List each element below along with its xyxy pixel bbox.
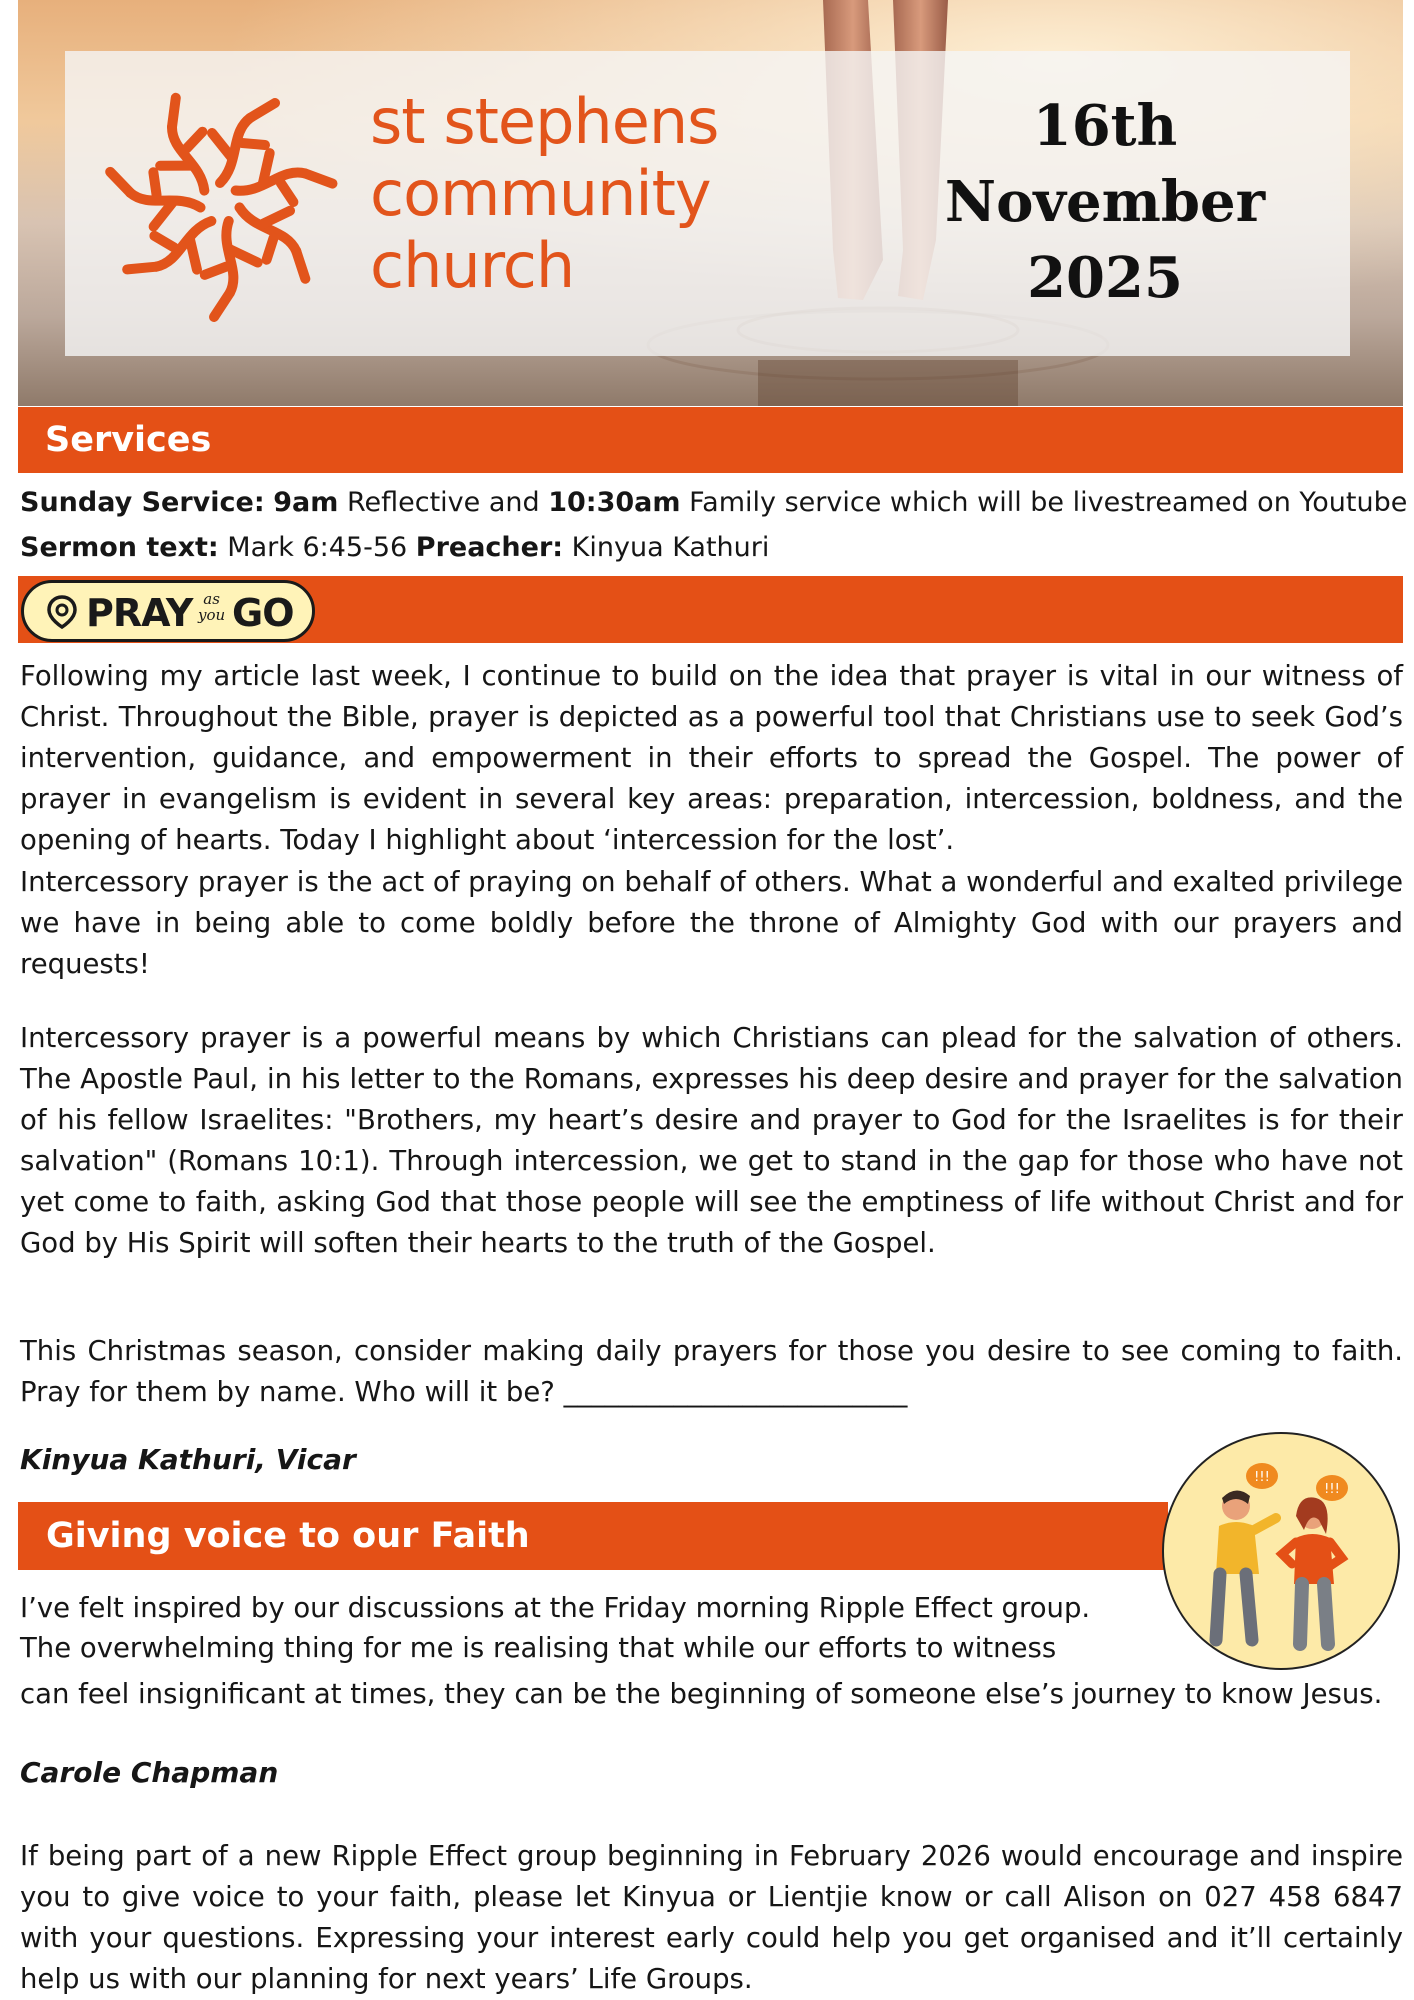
sunday-service-label: Sunday Service: <box>20 487 265 518</box>
service-desc-1: Reflective and <box>338 487 549 518</box>
as-you-words <box>198 591 225 623</box>
sermon-line <box>20 528 769 568</box>
church-name <box>370 86 718 302</box>
service-time-1: 9am <box>273 487 339 518</box>
church-logo-icon <box>95 78 345 328</box>
article-paragraph: Intercessory prayer is the act of praying on behalf of others. What a wonderful and exalted privilege we have in being able to come boldly before the throne of Almighty God with our prayers and requests! <box>20 866 1403 980</box>
church-name-line: community <box>370 157 711 230</box>
article-paragraph: This Christmas season, consider making daily prayers for those you desire to see coming to faith. Pray for them by name. Who will it be? _________________________ <box>20 1335 1403 1408</box>
giving-voice-heading: Giving voice to our Faith <box>18 1502 1168 1570</box>
giving-line: I’ve felt inspired by our discussions at the Friday morning Ripple Effect group. <box>20 1592 1091 1624</box>
service-desc-2: Family service which will be livestreamed on Youtube <box>680 487 1408 518</box>
article-signature: Kinyua Kathuri, Vicar <box>20 1443 356 1476</box>
giving-signature: Carole Chapman <box>20 1756 279 1789</box>
issue-date <box>925 88 1285 316</box>
pray-as-you-go-logo <box>21 580 315 642</box>
date-day: 16th <box>1032 93 1178 159</box>
you-word: you <box>198 606 226 624</box>
svg-text:!!!: !!! <box>1254 1470 1270 1485</box>
svg-text:!!!: !!! <box>1324 1482 1340 1497</box>
article-paragraph: Intercessory prayer is a powerful means by which Christians can plead for the salvation of others. The Apostle Paul, in his letter to the Romans, expresses his deep desire and prayer for the salvation of his fellow Israelites: "Brothers, my heart’s desire and prayer to God for the Israelites is for their salvation" (Romans 10:1). Through intercession, we get to stand in the gap for those who have not yet come to faith, asking God that those people will see the emptiness of life without Christ and for God by His Spirit will soften their hearts to the truth of the Gospel. <box>20 1022 1403 1259</box>
church-name-line: church <box>370 229 575 302</box>
as-word: as <box>203 590 220 608</box>
church-name-line: st stephens <box>370 85 719 158</box>
preacher-name: Kinyua Kathuri <box>563 532 770 563</box>
giving-line: The overwhelming thing for me is realising that while our efforts to witness <box>20 1632 1057 1664</box>
date-year: 2025 <box>1027 245 1183 311</box>
date-month: November <box>944 169 1266 235</box>
sermon-label: Sermon text: <box>20 532 219 563</box>
sunday-service-line <box>20 483 1407 523</box>
preacher-label: Preacher: <box>415 532 564 563</box>
giving-paragraph: If being part of a new Ripple Effect group beginning in February 2026 would encourage and inspire you to give voice to your faith, please let Kinyua or Lientjie know or call Alison on 027 458 6847 with your questions. Expressing your interest early could help you get organised and it’ll certainly help us with our planning for next years’ Life Groups. <box>20 1840 1403 1995</box>
sermon-text: Mark 6:45-56 <box>218 532 416 563</box>
pray-word: PRAY <box>86 591 193 635</box>
giving-paragraph: can feel insignificant at times, they can be the beginning of someone else’s journey to know Jesus. <box>20 1678 1383 1710</box>
service-time-2: 10:30am <box>548 487 681 518</box>
article-paragraph: Following my article last week, I continue to build on the idea that prayer is vital in our witness of Christ. Throughout the Bible, prayer is depicted as a powerful tool that Christians use to seek God’s intervention, guidance, and empowerment in their efforts to spread the Gospel. The power of prayer in evangelism is evident in several key areas: preparation, intercession, boldness, and the opening of hearts. Today I highlight about ‘intercession for the lost’. <box>20 660 1403 856</box>
people-talking-icon <box>1164 1434 1400 1670</box>
location-pin-icon <box>46 595 78 629</box>
conversation-illustration <box>1162 1432 1400 1670</box>
services-heading: Services <box>18 407 1403 473</box>
go-word: GO <box>232 591 294 635</box>
